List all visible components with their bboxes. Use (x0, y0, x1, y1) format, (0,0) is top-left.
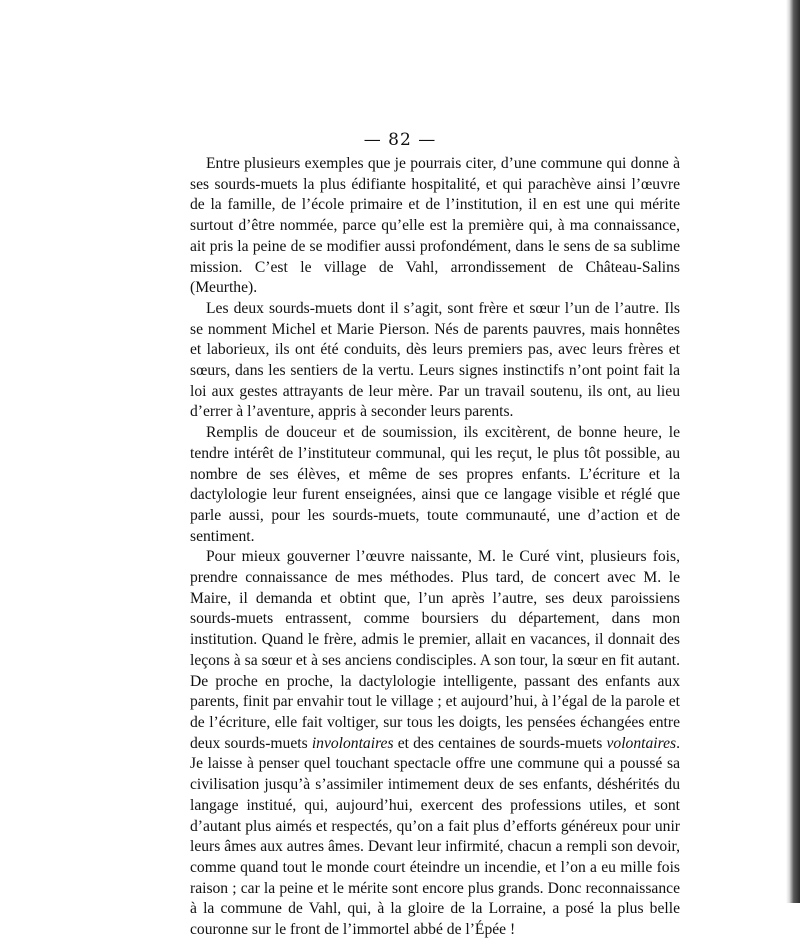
text-run: Pour mieux gouverner l’œuvre naissante, M. le Curé vint, plusieurs fois, prendre connaissance de mes méthodes. Plus tard, de concert avec M. le Maire, il demanda et obtint que, l’un après l’autre, ses deux paroissiens sourds-muets entrassent, comme boursiers du département, dans mon institution. Quand le frère, admis le premier, allait en vacances, il donnait des leçons à sa sœur et à ses anciens condisciples. A son tour, la sœur en fit autant. De proche en proche, la dactylologie intelligente, passant des enfants aux parents, finit par envahir tout le village ; et aujourd’hui, à l’égal de la parole et de l’écriture, elle fait voltiger, sur tous les doigts, les pensées échangées entre deux sourds-muets (190, 548, 680, 752)
text-run: et des centaines de sourds-muets (393, 734, 607, 752)
body-text (190, 154, 680, 941)
text-run: Entre plusieurs exemples que je pourrais citer, d’une commune qui donne à ses sourds-muets la plus édifiante hospitalité, et qui parachève ainsi l’œuvre de la famille, de l’école primaire et de l’institution, il en est une qui mérite surtout d’être nommée, parce qu’elle est la première qui, à ma connaissance, ait pris la peine de se modifier aussi profondément, dans le sens de sa sublime mission. C’est le village de Vahl, arrondissement de Château-Salins (Meurthe). (190, 155, 680, 297)
italic-run: volontaires (606, 734, 677, 752)
text-run: Remplis de douceur et de soumission, ils excitèrent, de bonne heure, le tendre intérêt de l’instituteur communal, qui les reçut, le plus tôt possible, au nombre de ses élèves, et même de ses propres enfants. L’écriture et la dactylologie leur furent enseignées, ainsi que ce langage visible et réglé que parle aussi, pour les sourds-muets, toute communauté, une d’action et de sentiment. (190, 424, 680, 545)
italic-run: involontaires (311, 734, 394, 752)
paragraph (190, 299, 680, 423)
paragraph (190, 423, 680, 547)
paragraph (190, 154, 680, 299)
text-run: Les deux sourds-muets dont il s’agit, sont frère et sœur l’un de l’autre. Ils se nomment Michel et Marie Pierson. Nés de parents pauvres, mais honnêtes et laborieux, ils ont été conduits, dès leurs premiers pas, avec leurs frères et sœurs, dans les sentiers de la vertu. Leurs signes instinctifs n’ont point fait la loi aux gestes attrayants de leur mère. Par un travail soutenu, ils ont, au lieu d’errer à l’aventure, appris à seconder leurs parents. (190, 299, 680, 421)
text-run: . Je laisse à penser quel touchant spectacle offre une commune qui a poussé sa civilisation jusqu’à s’assimiler intimement deux de ses enfants, déshérités du langage institué, qui, aujourd’hui, exercent des professions utiles, et sont d’autant plus aimés et respectés, qu’on a fait plus d’efforts généreux pour unir leurs âmes aux autres âmes. Devant leur infirmité, chacun a rempli son devoir, comme quand tout le monde court éteindre un incendie, et l’on a eu mille fois raison ; car la peine et le mérite sont encore plus grands. Donc reconnaissance à la commune de Vahl, qui, à la gloire de la Lorraine, a posé la plus belle couronne sur le front de l’immortel abbé de l’Épée ! (190, 734, 680, 939)
page-number: — 82 — (363, 130, 437, 150)
paragraph (190, 547, 680, 940)
